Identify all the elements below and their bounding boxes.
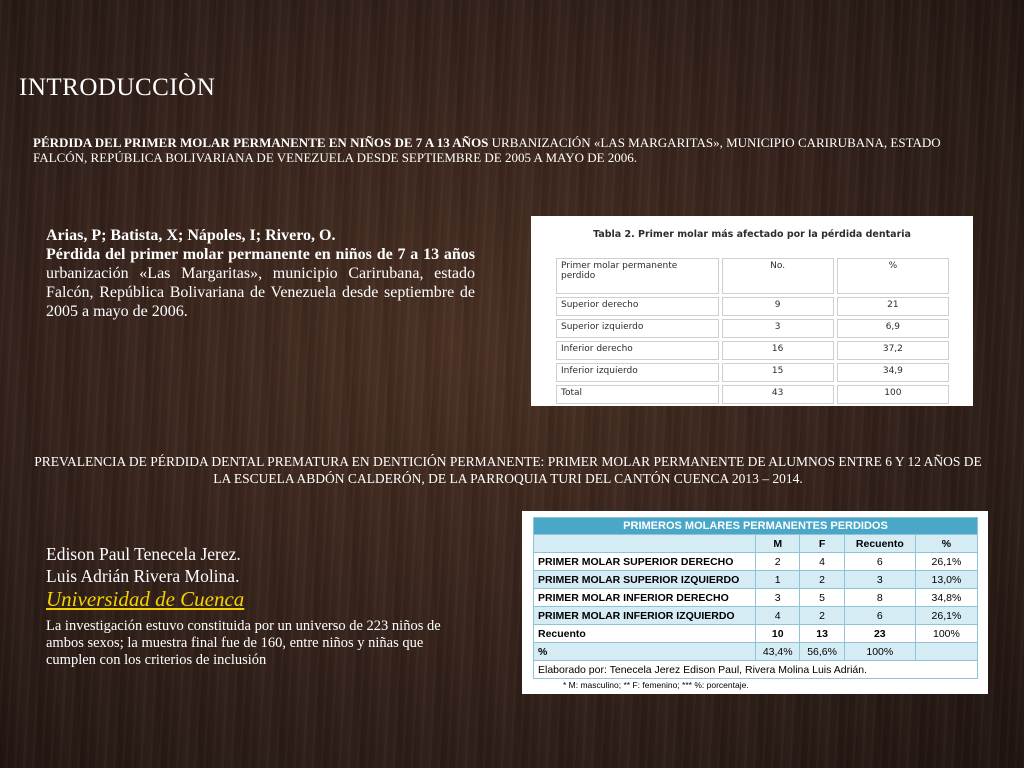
table2-cell: Recuento	[534, 625, 756, 643]
table-row	[534, 571, 978, 589]
table1-cell: 21	[837, 297, 949, 316]
table2-title-row	[534, 518, 978, 535]
table1-cell: Inferior derecho	[556, 341, 719, 360]
table2-cell: PRIMER MOLAR INFERIOR DERECHO	[534, 589, 756, 607]
table1	[553, 255, 952, 407]
table2-header-cell	[534, 535, 756, 553]
table2-cell: 4	[800, 553, 844, 571]
table1-cell: 16	[722, 341, 834, 360]
table2-cell: 26,1%	[915, 607, 977, 625]
table2-cell: 6	[844, 553, 915, 571]
table-row	[556, 363, 949, 382]
table1-header-cell: %	[837, 258, 949, 294]
table1-cell: 37,2	[837, 341, 949, 360]
study1-heading	[33, 135, 963, 165]
table1-caption: Tabla 2. Primer molar más afectado por la pérdida dentaria	[593, 229, 911, 240]
table2-percent-row	[534, 643, 978, 661]
table2-image	[522, 511, 988, 694]
table2-cell: 4	[756, 607, 800, 625]
table-row	[556, 385, 949, 404]
study2-description: La investigación estuvo constituida por un universo de 223 niños de ambos sexos; la muestra final fue de 160, entre niños y niñas que cumplen con los criterios de inclusión	[46, 618, 441, 668]
table1-cell: Superior izquierdo	[556, 319, 719, 338]
table2-cell: 3	[756, 589, 800, 607]
table2-cell: PRIMER MOLAR SUPERIOR IZQUIERDO	[534, 571, 756, 589]
table2-cell: 13,0%	[915, 571, 977, 589]
table1-cell: 34,9	[837, 363, 949, 382]
university-link[interactable]: Universidad de Cuenca	[46, 587, 245, 611]
table2-cell: 10	[756, 625, 800, 643]
table2-cell: 13	[800, 625, 844, 643]
study1-authors: Arias, P; Batista, X; Nápoles, I; Rivero, O.	[46, 227, 336, 244]
table1-cell: 43	[722, 385, 834, 404]
study2-author-1: Edison Paul Tenecela Jerez.	[46, 544, 241, 564]
table2-cell: 8	[844, 589, 915, 607]
table1-cell: Superior derecho	[556, 297, 719, 316]
table1-header-cell: No.	[722, 258, 834, 294]
table-row	[556, 319, 949, 338]
table1-cell: 100	[837, 385, 949, 404]
table2-cell: 100%	[844, 643, 915, 661]
table2-cell: 100%	[915, 625, 977, 643]
table2-footer-row	[534, 661, 978, 679]
table2-cell: 23	[844, 625, 915, 643]
table-row	[534, 553, 978, 571]
table-row	[534, 607, 978, 625]
table1-cell: 9	[722, 297, 834, 316]
table1-cell: 3	[722, 319, 834, 338]
table2-cell: PRIMER MOLAR INFERIOR IZQUIERDO	[534, 607, 756, 625]
table1-header-row	[556, 258, 949, 294]
table2-total-row	[534, 625, 978, 643]
table2-title: PRIMEROS MOLARES PERMANENTES PERDIDOS	[534, 518, 978, 535]
study2-authors	[46, 543, 446, 612]
table1-cell: 6,9	[837, 319, 949, 338]
table2-cell: 2	[800, 607, 844, 625]
table2-header-cell: M	[756, 535, 800, 553]
study1-citation-rest: urbanización «Las Margaritas», municipio Carirubana, estado Falcón, República Bolivariana de Venezuela desde septiembre de 2005 a mayo de 2006.	[46, 265, 475, 320]
table1-header-cell: Primer molar permanente perdido	[556, 258, 719, 294]
table-row	[556, 297, 949, 316]
table2-cell: 34,8%	[915, 589, 977, 607]
table2-cell: 3	[844, 571, 915, 589]
table2-cell	[915, 643, 977, 661]
study1-title: Pérdida del primer molar permanente en niños de 7 a 13 años	[46, 246, 475, 263]
table1-cell: Total	[556, 385, 719, 404]
study1-heading-rest: URBANIZACIÓN «LAS MARGARITAS», MUNICIPIO CARIRUBANA, ESTADO FALCÓN, REPÚBLICA BOLIVARIANA DE VENEZUELA DESDE SEPTIEMBRE DE 2005 A MAYO DE 2006.	[33, 135, 941, 165]
table2	[533, 517, 978, 679]
table2-cell: 5	[800, 589, 844, 607]
table2-cell: 2	[756, 553, 800, 571]
study1-heading-bold: PÉRDIDA DEL PRIMER MOLAR PERMANENTE EN NIÑOS DE 7 A 13 AÑOS	[33, 135, 489, 150]
study1-citation	[46, 226, 475, 321]
table2-cell: 26,1%	[915, 553, 977, 571]
table2-cell: 56,6%	[800, 643, 844, 661]
table2-header-cell: F	[800, 535, 844, 553]
table2-header-cell: Recuento	[844, 535, 915, 553]
table2-header-row	[534, 535, 978, 553]
table1-cell: Inferior izquierdo	[556, 363, 719, 382]
table1-image	[531, 216, 973, 406]
page-title: INTRODUCCIÒN	[19, 74, 216, 101]
table2-cell: 2	[800, 571, 844, 589]
table2-note: * M: masculino; ** F: femenino; *** %: porcentaje.	[563, 680, 749, 690]
study2-heading: PREVALENCIA DE PÉRDIDA DENTAL PREMATURA EN DENTICIÓN PERMANENTE: PRIMER MOLAR PERMANENTE DE ALUMNOS ENTRE 6 Y 12 AÑOS DE LA ESCUELA ABDÓN CALDERÓN, DE LA PARROQUIA TURI DEL CANTÓN CUENCA 2013 – 2014.	[34, 454, 982, 486]
table-row	[556, 341, 949, 360]
table2-cell: 6	[844, 607, 915, 625]
study2-author-2: Luis Adrián Rivera Molina.	[46, 566, 240, 586]
table2-cell: 43,4%	[756, 643, 800, 661]
table1-cell: 15	[722, 363, 834, 382]
table2-footer: Elaborado por: Tenecela Jerez Edison Paul, Rivera Molina Luis Adrián.	[534, 661, 978, 679]
table2-cell: PRIMER MOLAR SUPERIOR DERECHO	[534, 553, 756, 571]
table2-header-cell: %	[915, 535, 977, 553]
table2-cell: %	[534, 643, 756, 661]
table-row	[534, 589, 978, 607]
table2-cell: 1	[756, 571, 800, 589]
